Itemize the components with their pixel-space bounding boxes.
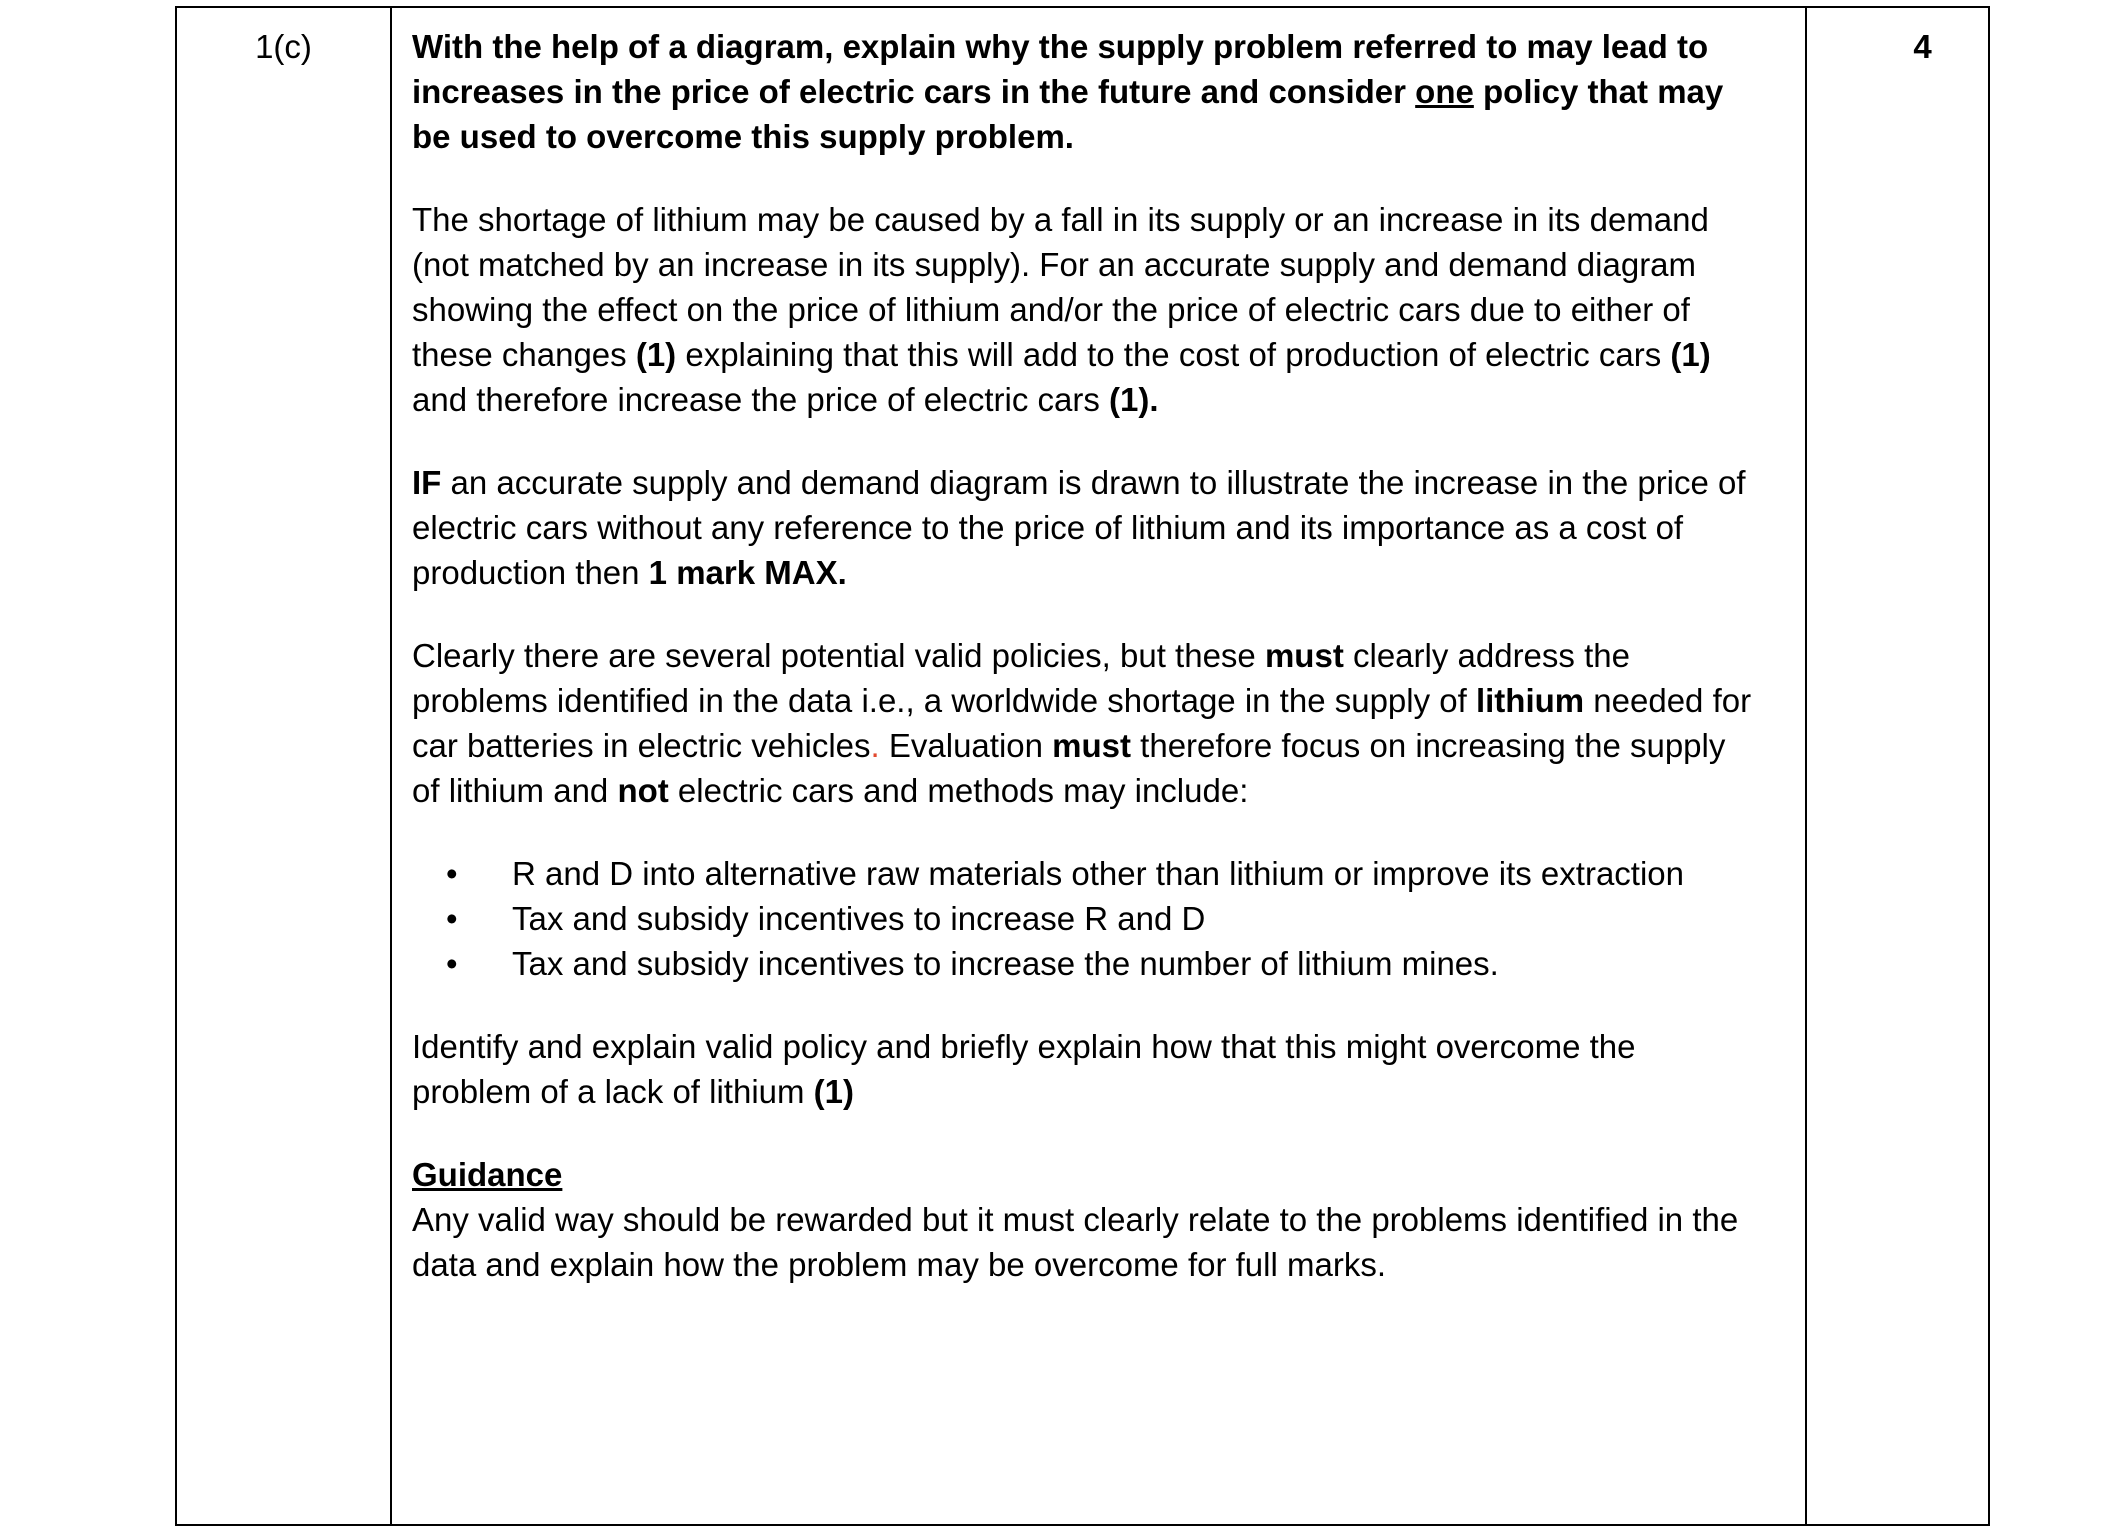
text-run: needed for car batteries in electric vehicles — [412, 682, 1752, 764]
list-item: • R and D into alternative raw materials other than lithium or improve its extraction — [512, 851, 1760, 896]
text-run: Clearly there are several potential valid policies, but these — [412, 637, 1265, 674]
text-run: one — [1415, 73, 1474, 110]
answer-cell — [392, 8, 1807, 1524]
question-prompt — [412, 24, 1760, 159]
text-run: clearly address the problems identified in the data i.e., a worldwide shortage in the supply of — [412, 637, 1630, 719]
text-run: policy that may be used to overcome this supply problem. — [412, 73, 1724, 155]
marking-paragraph-shortage — [412, 197, 1760, 422]
text-run: Identify and explain valid policy and briefly explain how that this might overcome the problem of a lack of lithium — [412, 1028, 1636, 1110]
mark-point: (1) — [813, 1073, 855, 1110]
text-run: Evaluation — [879, 727, 1053, 764]
mark-point: (1) — [635, 336, 677, 373]
list-item: • Tax and subsidy incentives to increase the number of lithium mines. — [512, 941, 1760, 986]
marking-paragraph-identify-policy — [412, 1024, 1760, 1114]
text-run: therefore focus on increasing the supply of lithium and — [412, 727, 1726, 809]
text-run: The shortage of lithium may be caused by a fall in its supply or an increase in its demand (not matched by an increase in its supply). For an accurate supply and demand diagram showing the effect on the price of lithium and/or the price of electric cars due to either of these changes — [412, 201, 1709, 373]
text-run: 1 mark MAX. — [648, 554, 847, 591]
guidance-paragraph: Any valid way should be rewarded but it must clearly relate to the problems identified in the data and explain how the problem may be overcome for full marks. — [412, 1201, 1739, 1283]
text-run: and therefore increase the price of electric cars — [412, 381, 1110, 418]
question-number: 1(c) — [255, 28, 312, 65]
mark-point: (1) — [1670, 336, 1711, 373]
text-run: explaining that this will add to the cost of production of electric cars — [676, 336, 1671, 373]
marking-paragraph-if-diagram — [412, 460, 1760, 595]
mark-point: (1). — [1109, 381, 1159, 418]
text-run: lithium — [1475, 682, 1585, 719]
text-run: electric cars and methods may include: — [668, 772, 1249, 809]
text-run-red-period: . — [870, 727, 880, 764]
marks-cell — [1807, 8, 1988, 1524]
guidance-heading: Guidance — [412, 1156, 563, 1193]
text-run: IF — [412, 464, 442, 501]
mark-scheme-table — [175, 6, 1990, 1526]
marking-paragraph-policies — [412, 633, 1760, 813]
question-number-cell — [177, 8, 392, 1524]
policy-bullet-list — [412, 851, 1760, 986]
marks-value: 4 — [1913, 28, 1932, 65]
text-run: With the help of a diagram, explain why the supply problem referred to may lead to increases in the price of electric cars in the future and consider — [412, 28, 1709, 110]
text-run: must — [1264, 637, 1344, 674]
list-item: • Tax and subsidy incentives to increase R and D — [512, 896, 1760, 941]
text-run: an accurate supply and demand diagram is drawn to illustrate the increase in the price of electric cars without any reference to the price of lithium and its importance as a cost of production then — [412, 464, 1746, 591]
text-run: must — [1052, 727, 1131, 764]
text-run: not — [617, 772, 669, 809]
